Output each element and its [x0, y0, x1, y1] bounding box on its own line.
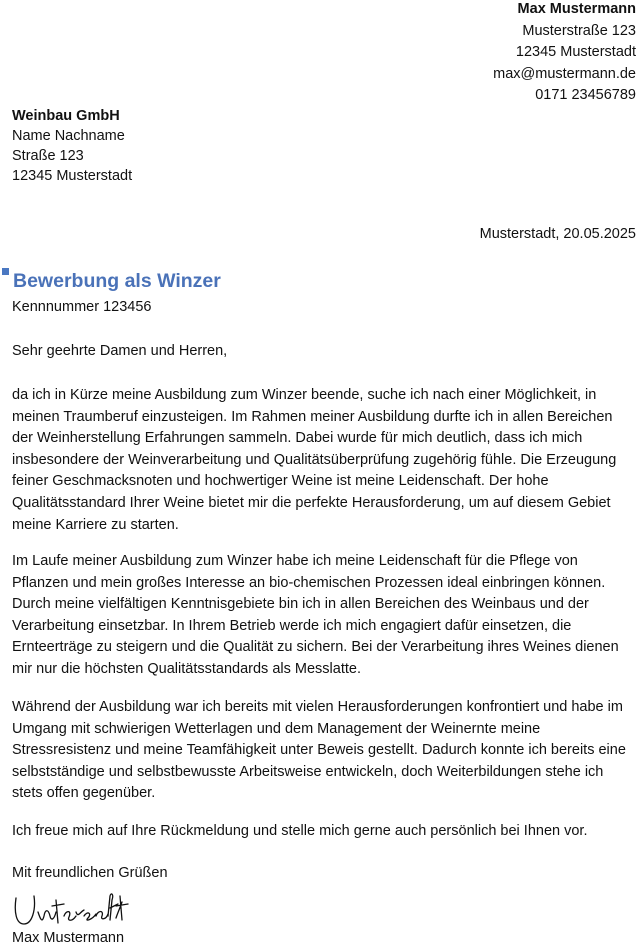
closing-line: Mit freundlichen Grüßen: [12, 865, 168, 881]
body-paragraph-2: Im Laufe meiner Ausbildung zum Winzer habe ich meine Leidenschaft für die Pflege von Pflanzen und mein großes Interesse an bio-chemischen Prozessen ideal einbringen können. Durch meine vielfältigen Kenntnisgebiete bin ich in allen Bereichen des Weinbaus und der Verarbeitung einsetzbar. In Ihrem Betrieb werde ich mich engagiert dafür einsetzen, die Ernteerträge zu steigern und die Qualität zu sichern. Bei der Verarbeitung ihres Weines dienen mir nur die höchsten Qualitätsstandards als Messlatte.: [12, 553, 619, 677]
recipient-company: Weinbau GmbH: [12, 108, 120, 124]
sender-block: [493, 0, 636, 107]
signer-name: Max Mustermann: [12, 930, 125, 946]
sender-street: Musterstraße 123: [522, 22, 636, 39]
sender-name: Max Mustermann: [517, 1, 636, 17]
sender-city: 12345 Musterstadt: [515, 44, 636, 61]
body-paragraph-4: Ich freue mich auf Ihre Rückmeldung und stelle mich gerne auch persönlich bei Ihnen vor.: [12, 823, 588, 839]
recipient-city: 12345 Musterstadt: [12, 168, 133, 184]
letter-date: Musterstadt, 20.05.2025: [479, 226, 636, 242]
salutation: Sehr geehrte Damen und Herren,: [12, 343, 228, 359]
subject-marker: [2, 268, 9, 275]
signature-image: [12, 890, 132, 932]
body-paragraph-3: Während der Ausbildung war ich bereits mit vielen Herausforderungen konfrontiert und habe im Umgang mit schwierigen Wetterlagen und dem Management der Weinernte meine Stressresistenz und meine Teamfähigkeit unter Beweis gestellt. Dadurch konnte ich bereits eine selbstständige und selbstbewusste Arbeitsweise entwickeln, doch Weiterbildungen stehe ich stets offen gegenüber.: [12, 699, 626, 802]
recipient-contact: Name Nachname: [12, 128, 125, 144]
recipient-block: [12, 106, 132, 186]
reference-number: Kennnummer 123456: [12, 299, 152, 315]
sender-phone: 0171 23456789: [535, 87, 636, 104]
body-paragraph-1: da ich in Kürze meine Ausbildung zum Winzer beende, suche ich nach einer Möglichkeit, in meinen Traumberuf einzusteigen. Im Rahmen meiner Ausbildung durfte ich in allen Bereichen der Weinherstellung Erfahrungen sammeln. Dabei wurde für mich deutlich, dass ich mich insbesondere der Weinverarbeitung und Qualitätsüberprüfung zugehörig fühle. Die Erzeugung feiner Geschmacksnoten und hochwertiger Weine ist meine Leidenschaft. Der hohe Qualitätsstandard Ihrer Weine bietet mir die perfekte Herausforderung, um auf diesem Gebiet meine Karriere zu starten.: [12, 387, 617, 533]
subject-heading: Bewerbung als Winzer: [13, 270, 221, 292]
recipient-street: Straße 123: [12, 148, 84, 164]
sender-email: max@mustermann.de: [493, 65, 636, 82]
